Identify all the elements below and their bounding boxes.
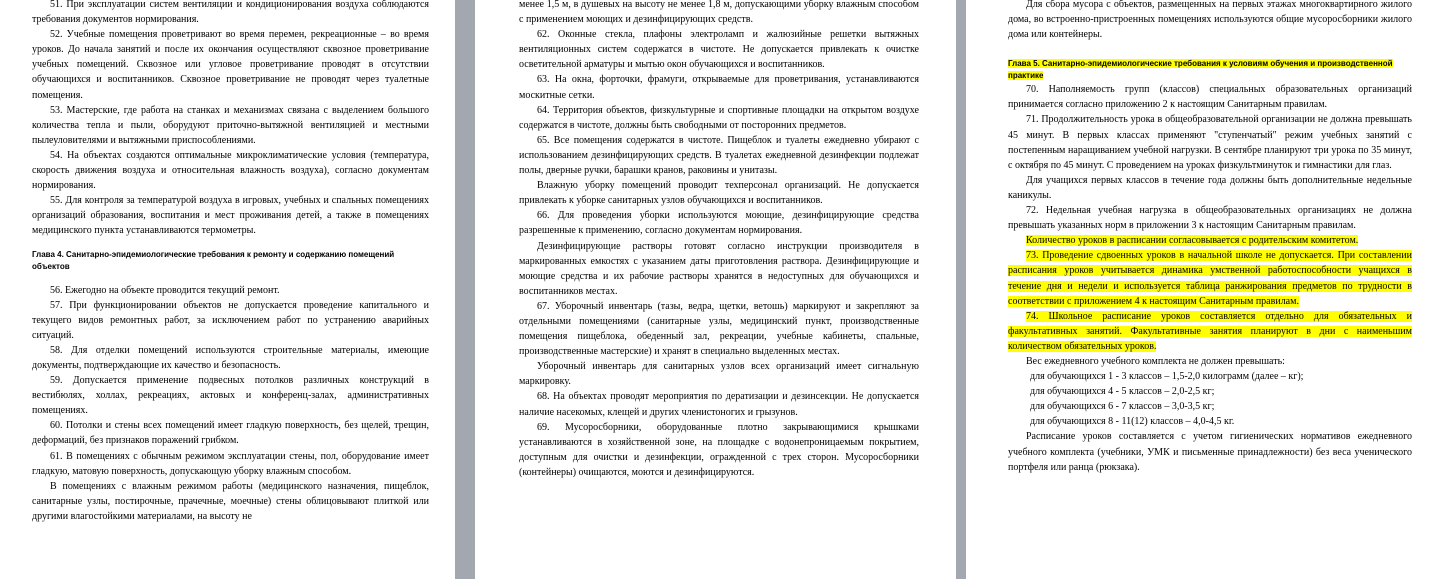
paragraph-55: 55. Для контроля за температурой воздуха в игровых, учебных и спальных помещениях организаций образования, воспитания и мест проживания детей, а также в помещениях медицинского пункта устанавливаются термометры. xyxy=(32,195,429,237)
paragraph-59: 59. Допускается применение подвесных потолков различных конструкций в вестибюлях, холлах, рекреациях, актовых и конференц-залах, административных помещениях. xyxy=(32,375,429,417)
document-page-2 xyxy=(475,0,956,579)
paragraph-69-continued: Для сбора мусора с объектов, размещенных на первых этажах многоквартирного жилого дома, во встроенно-пристроенных помещениях используются общие мусоросборники жилого дома или контейнеры. xyxy=(1008,0,1412,41)
chapter-5-heading-text: Глава 5. Санитарно-эпидемиологические требования к условиям обучения и производственной практике xyxy=(1008,59,1393,81)
paragraph-64: 64. Территория объектов, физкультурные и спортивные площадки на открытом воздухе содержатся в чистоте, должны быть свободными от посторонних предметов. xyxy=(519,104,919,131)
paragraph-62: 62. Оконные стекла, плафоны электроламп и жалюзийные решетки вытяжных вентиляционных систем содержатся в чистоте. Не допускается привлекать к очистке осветительной арматуры и мытью окон обучающихся и воспитанников. xyxy=(519,29,919,71)
paragraph-71: 71. Продолжительность урока в общеобразовательной организации не должна превышать 45 минут. В первых классах применяют "ступенчатый" режим учебных занятий с постепенным наращиванием учебной нагрузки. В сентябре планируют три урока по 35 минут, с октября по 45 минут. С проведением на уроках физкультминуток и гимнастики для глаз. xyxy=(1008,114,1412,171)
spacer xyxy=(32,273,429,283)
paragraph-71-continued: Для учащихся первых классов в течение года должны быть дополнительные недельные каникулы. xyxy=(1008,174,1412,201)
highlighted-text: 74. Школьное расписание уроков составляется отдельно для обязательных и факультативных занятий. Факультативные занятия планируют в дни с наименьшим количеством обязательных уроков. xyxy=(1008,310,1412,352)
paragraph-66: 66. Для проведения уборки используются моющие, дезинфицирующие средства разрешенные к применению, согласно документам нормирования. xyxy=(519,210,919,237)
chapter-5-heading xyxy=(1008,58,1412,82)
list-item: для обучающихся 8 - 11(12) классов – 4,0-4,5 кг. xyxy=(1030,416,1235,428)
list-item: для обучающихся 1 - 3 классов – 1,5-2,0 килограмм (далее – кг); xyxy=(1030,371,1304,383)
paragraph-74-weight: Вес ежедневного учебного комплекта не должен превышать: xyxy=(1026,355,1285,367)
highlighted-text: 73. Проведение сдвоенных уроков в начальной школе не допускается. При составлении расписания уроков учитывается динамика умственной работоспособности учащихся в течение дня и недели и используется таблица ранжирования предметов по трудности в соответствии с приложением 4 к настоящим Санитарным правилам. xyxy=(1008,250,1412,307)
paragraph-67-continued: Уборочный инвентарь для санитарных узлов всех организаций имеет сигнальную маркировку. xyxy=(519,361,919,388)
paragraph-51: 51. При эксплуатации систем вентиляции и кондиционирования воздуха соблюдаются требования документов нормирования. xyxy=(32,0,429,26)
paragraph-53: 53. Мастерские, где работа на станках и механизмах связана с выделением большого количества тепла и пыли, оборудуют приточно-вытяжной вентиляцией и местными пылеуловителями и вытяжными приспособлениями. xyxy=(32,104,429,146)
paragraph-54: 54. На объектах создаются оптимальные микроклиматические условия (температура, скорость движения воздуха и относительная влажность воздуха), согласно документам нормирования. xyxy=(32,149,429,192)
paragraph-65-continued: Влажную уборку помещений проводит техперсонал организаций. Не допускается привлекать к уборке санитарных узлов обучающихся и воспитанников. xyxy=(519,180,919,207)
paragraph-56: 56. Ежегодно на объекте проводится текущий ремонт. xyxy=(50,284,280,296)
paragraph-58: 58. Для отделки помещений используются строительные материалы, имеющие документы, подтверждающие их качество и безопасность. xyxy=(32,344,429,371)
paragraph-74-schedule: Расписание уроков составляется с учетом гигиенических нормативов ежедневного учебного комплекта (учебники, УМК и письменные принадлежности) без веса ученического портфеля или ранца (рюкзака). xyxy=(1008,431,1412,473)
chapter-4-heading: Глава 4. Санитарно-эпидемиологические требования к ремонту и содержанию помещений объектов xyxy=(32,249,395,271)
paragraph-74 xyxy=(1008,309,1412,354)
paragraph-61-continued: В помещениях с влажным режимом работы (медицинского назначения, пищеблок, санитарные узлы, постирочные, прачечные, моечные) стены облицовывают плиткой или другими влагостойкими материалами, на высоту не xyxy=(32,480,429,522)
paragraph-52: 52. Учебные помещения проветривают во время перемен, рекреационные – во время уроков. До начала занятий и после их окончания осуществляют сквозное проветривание учебных помещений. Сквозное или угловое проветривание проводят в отсутствии обучающихся и воспитанников. Сквозное проветривание не проводят через туалетные помещения. xyxy=(32,29,429,101)
list-item: для обучающихся 4 - 5 классов – 2,0-2,5 кг; xyxy=(1030,386,1215,398)
paragraph-61: 61. В помещениях с обычным режимом эксплуатации стены, пол, оборудование имеет гладкую, матовую поверхность, допускающую уборку влажным способом. xyxy=(32,450,429,477)
highlighted-text: Количество уроков в расписании согласовывается с родительским комитетом. xyxy=(1026,235,1359,247)
paragraph-73 xyxy=(1008,248,1412,308)
paragraph-61-end: менее 1,5 м, в душевых на высоту не менее 1,8 м, допускающими уборку влажным способом с применением моющих и дезинфицирующих средств. xyxy=(519,0,919,26)
paragraph-72: 72. Недельная учебная нагрузка в общеобразовательных организациях не должна превышать указанных норм в приложении 3 к настоящим Санитарным правилам. xyxy=(1008,205,1412,232)
spacer xyxy=(1008,42,1412,58)
spacer xyxy=(32,239,429,249)
paragraph-57: 57. При функционировании объектов не допускается проведение капитального и текущего видов ремонтных работ, за исключением работ по устранению аварийных ситуаций. xyxy=(32,299,429,341)
paragraph-65: 65. Все помещения содержатся в чистоте. Пищеблок и туалеты ежедневно убирают с использованием дезинфицирующих средств. В туалетах ежедневной дезинфекции подлежат полы, дверные ручки, барашки кранов, раковины и унитазы. xyxy=(519,134,919,177)
paragraph-60: 60. Потолки и стены всех помещений имеет гладкую поверхность, без щелей, трещин, деформаций, без признаков поражений грибком. xyxy=(32,420,429,447)
document-page-1 xyxy=(0,0,455,579)
paragraph-72-continued xyxy=(1008,233,1412,248)
paragraph-66-continued: Дезинфицирующие растворы готовят согласно инструкции производителя в маркированных емкостях с указанием даты приготовления раствора. Дезинфицирующие и моющие средства и их рабочие растворы хранятся в недоступных для обучающихся и воспитанников местах. xyxy=(519,240,919,297)
list-item: для обучающихся 6 - 7 классов – 3,0-3,5 кг; xyxy=(1030,401,1215,413)
document-page-3 xyxy=(966,0,1434,579)
paragraph-68: 68. На объектах проводят мероприятия по дератизации и дезинсекции. Не допускается наличие насекомых, клещей и других членистоногих и грызунов. xyxy=(519,391,919,418)
paragraph-63: 63. На окна, форточки, фрамуги, открываемые для проветривания, устанавливаются москитные сетки. xyxy=(519,74,919,101)
paragraph-69: 69. Мусоросборники, оборудованные плотно закрывающимися крышками устанавливаются в хозяйственной зоне, на площадке с водонепроницаемым покрытием, доступным для очистки и дезинфекции, огражденной с трех сторон. Мусоросборники (контейнеры) очищаются, моются и дезинфицируются. xyxy=(519,421,919,478)
paragraph-67: 67. Уборочный инвентарь (тазы, ведра, щетки, ветошь) маркируют и закрепляют за отдельными помещениями (санитарные узлы, медицинский пункт, производственные помещения пищеблока, обеденный зал, рекреации, учебные кабинеты, спальные, производственные мастерские) и хранят в специально выделенных местах. xyxy=(519,300,919,358)
paragraph-70: 70. Наполняемость групп (классов) специальных образовательных организаций принимается согласно приложению 2 к настоящим Санитарным правилам. xyxy=(1008,84,1412,111)
